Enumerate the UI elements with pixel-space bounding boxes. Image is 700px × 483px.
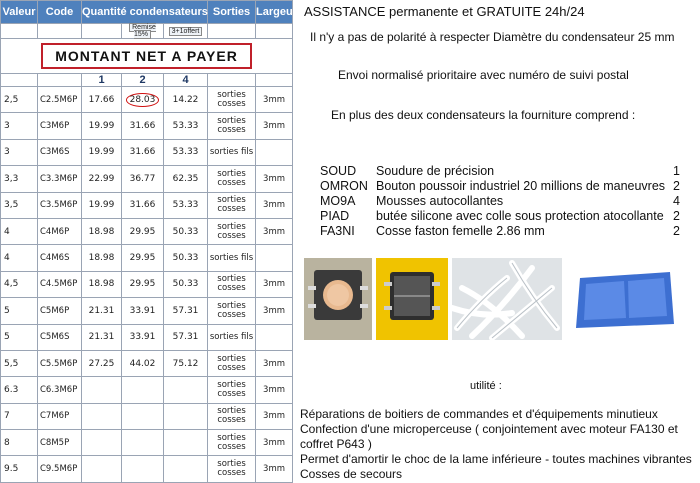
item-code: PIAD	[320, 209, 350, 223]
table-row	[1, 324, 293, 350]
price-2-cell	[122, 377, 164, 403]
valeur-cell-text: 4	[4, 253, 10, 264]
code-cell-text: C5M6P	[40, 305, 70, 316]
largeur-cell	[256, 350, 293, 376]
price-4-cell-text: 75.12	[172, 358, 199, 369]
sorties-cell	[208, 456, 256, 482]
largeur-cell	[256, 377, 293, 403]
table-header-row	[1, 1, 293, 24]
valeur-cell	[1, 324, 38, 350]
largeur-cell	[256, 87, 293, 113]
code-cell	[38, 192, 82, 218]
utilite-list	[300, 407, 700, 482]
item-qty: 2	[673, 179, 680, 193]
sorties-cell	[208, 298, 256, 324]
price-2-cell-text: 29.95	[129, 253, 156, 264]
montant-banner: MONTANT NET A PAYER	[41, 43, 252, 69]
table-row	[1, 350, 293, 376]
table-row	[1, 456, 293, 482]
table-subheader-row	[1, 24, 293, 39]
sorties-cell	[208, 403, 256, 429]
utilite-line: Permet d'amortir le choc de la lame inférieure - toutes machines vibrantes	[300, 452, 692, 466]
sorties-cell-text: sorties cosses	[217, 353, 246, 373]
code-cell	[38, 245, 82, 271]
valeur-cell-text: 9.5	[4, 464, 19, 475]
price-2-cell	[122, 350, 164, 376]
fourniture-heading: En plus des deux condensateurs la fourniture comprend :	[331, 108, 636, 122]
price-grid	[0, 0, 297, 483]
table-row	[1, 377, 293, 403]
valeur-cell-text: 4,5	[4, 279, 19, 290]
valeur-cell	[1, 166, 38, 192]
price-2-cell-text: 31.66	[129, 147, 156, 158]
price-4-cell	[164, 87, 208, 113]
price-1-cell	[82, 245, 122, 271]
sorties-cell-text: sorties cosses	[217, 379, 246, 399]
code-cell	[38, 139, 82, 165]
sorties-cell-text: sorties cosses	[217, 195, 246, 215]
fourniture-item	[320, 164, 690, 179]
table-row	[1, 218, 293, 244]
code-cell-text: C8M5P	[40, 437, 70, 448]
valeur-cell	[1, 113, 38, 139]
price-4-cell-text: 50.33	[172, 279, 199, 290]
largeur-cell	[256, 298, 293, 324]
offert-label: 3+1offert	[164, 24, 208, 39]
sorties-cell-text: sorties cosses	[217, 89, 246, 109]
price-4-cell	[164, 218, 208, 244]
item-desc: Mousses autocollantes	[376, 194, 504, 208]
price-2-cell	[122, 218, 164, 244]
valeur-cell-text: 3	[4, 121, 10, 132]
price-1-cell	[82, 456, 122, 482]
code-cell	[38, 377, 82, 403]
price-1-cell	[82, 403, 122, 429]
code-cell-text: C3M6S	[40, 147, 70, 158]
largeur-cell	[256, 139, 293, 165]
utilite-heading: utilité :	[470, 380, 502, 392]
valeur-cell	[1, 139, 38, 165]
fourniture-item	[320, 209, 690, 224]
sorties-cell-text: sorties fils	[209, 331, 254, 342]
price-1-cell	[82, 87, 122, 113]
price-1-cell	[82, 113, 122, 139]
item-qty: 4	[673, 194, 680, 208]
price-4-cell	[164, 350, 208, 376]
sorties-cell	[208, 271, 256, 297]
table-row	[1, 271, 293, 297]
quantity-4: 4	[164, 74, 208, 87]
price-1-cell-text: 18.98	[88, 253, 115, 264]
item-code: SOUD	[320, 164, 357, 178]
price-4-cell-text: 57.31	[172, 332, 199, 343]
header-valeur: Valeur	[1, 1, 38, 24]
sorties-cell-text: sorties fils	[209, 146, 254, 157]
price-2-cell	[122, 245, 164, 271]
price-4-cell	[164, 271, 208, 297]
code-cell-text: C3.3M6P	[40, 173, 78, 184]
price-4-cell-text: 14.22	[172, 94, 199, 105]
price-2-cell-text: 33.91	[129, 305, 156, 316]
price-4-cell-text: 53.33	[172, 200, 199, 211]
valeur-cell	[1, 430, 38, 456]
code-cell	[38, 350, 82, 376]
price-2-cell	[122, 192, 164, 218]
price-4-cell	[164, 192, 208, 218]
table-row	[1, 139, 293, 165]
valeur-cell-text: 3,3	[4, 173, 19, 184]
sorties-cell-text: sorties cosses	[217, 406, 246, 426]
sorties-cell	[208, 113, 256, 139]
price-1-cell	[82, 166, 122, 192]
largeur-cell-text: 3mm	[263, 411, 286, 422]
table-row	[1, 192, 293, 218]
sorties-cell-text: sorties cosses	[217, 168, 246, 188]
item-desc: butée silicone avec colle sous protection atocollante	[376, 209, 664, 223]
remise-label: Remise 15%	[122, 24, 164, 39]
table-row	[1, 245, 293, 271]
table-row	[1, 87, 293, 113]
largeur-cell-text: 3mm	[263, 358, 286, 369]
valeur-cell	[1, 245, 38, 271]
item-code: FA3NI	[320, 224, 355, 238]
envoi-text: Envoi normalisé prioritaire avec numéro de suivi postal	[338, 68, 629, 82]
price-4-cell-text: 50.33	[172, 226, 199, 237]
valeur-cell	[1, 87, 38, 113]
price-2-cell-text: 31.66	[129, 121, 156, 132]
largeur-cell	[256, 218, 293, 244]
largeur-cell-text: 3mm	[263, 384, 286, 395]
price-4-cell-text: 57.31	[172, 305, 199, 316]
valeur-cell-text: 3,5	[4, 200, 19, 211]
sorties-cell-text: sorties cosses	[217, 300, 246, 320]
sorties-cell-text: sorties cosses	[217, 116, 246, 136]
sorties-cell	[208, 87, 256, 113]
price-1-cell-text: 19.99	[88, 121, 115, 132]
code-cell	[38, 271, 82, 297]
price-4-cell	[164, 166, 208, 192]
sorties-cell-text: sorties fils	[209, 252, 254, 263]
item-code: MO9A	[320, 194, 356, 208]
item-qty: 2	[673, 224, 680, 238]
sorties-cell	[208, 166, 256, 192]
sorties-cell	[208, 377, 256, 403]
price-1-cell	[82, 218, 122, 244]
code-cell	[38, 87, 82, 113]
largeur-cell	[256, 271, 293, 297]
largeur-cell-text: 3mm	[263, 279, 286, 290]
price-4-cell	[164, 377, 208, 403]
valeur-cell-text: 4	[4, 226, 10, 237]
price-1-cell	[82, 271, 122, 297]
price-1-cell	[82, 192, 122, 218]
price-1-cell	[82, 377, 122, 403]
banner-row	[1, 39, 293, 74]
table-row	[1, 298, 293, 324]
largeur-cell	[256, 245, 293, 271]
code-cell	[38, 113, 82, 139]
price-2-cell	[122, 430, 164, 456]
valeur-cell-text: 2,5	[4, 94, 19, 105]
quantity-1: 1	[82, 74, 122, 87]
fourniture-item	[320, 179, 690, 194]
valeur-cell-text: 5	[4, 305, 10, 316]
utilite-line: Confection d'une microperceuse ( conjointement avec moteur FA130 et coffret P643 )	[300, 422, 678, 451]
largeur-cell-text: 3mm	[263, 226, 286, 237]
largeur-cell	[256, 430, 293, 456]
price-2-cell	[122, 166, 164, 192]
valeur-cell-text: 5,5	[4, 358, 19, 369]
price-2-cell	[122, 87, 164, 113]
price-1-cell	[82, 139, 122, 165]
price-4-cell	[164, 245, 208, 271]
valeur-cell	[1, 271, 38, 297]
sorties-cell-text: sorties cosses	[217, 221, 246, 241]
push-button-underside-photo	[376, 258, 448, 340]
header-quantite: Quantité condensateurs	[82, 1, 208, 24]
largeur-cell-text: 3mm	[263, 305, 286, 316]
price-1-cell-text: 21.31	[88, 305, 115, 316]
price-2-cell-text: 28.03	[126, 93, 160, 107]
price-4-cell	[164, 324, 208, 350]
table-row	[1, 403, 293, 429]
sorties-cell	[208, 192, 256, 218]
price-4-cell	[164, 430, 208, 456]
price-2-cell	[122, 403, 164, 429]
price-2-cell	[122, 324, 164, 350]
table-row	[1, 430, 293, 456]
code-cell-text: C6.3M6P	[40, 384, 78, 395]
quantity-row	[1, 74, 293, 87]
price-4-cell	[164, 456, 208, 482]
code-cell-text: C5.5M6P	[40, 358, 78, 369]
price-4-cell-text: 53.33	[172, 121, 199, 132]
sorties-cell-text: sorties cosses	[217, 459, 246, 479]
sorties-cell	[208, 218, 256, 244]
valeur-cell-text: 5	[4, 332, 10, 343]
code-cell	[38, 298, 82, 324]
code-cell-text: C4M6S	[40, 253, 70, 264]
price-4-cell	[164, 403, 208, 429]
sorties-cell	[208, 245, 256, 271]
item-qty: 1	[673, 164, 680, 178]
price-1-cell-text: 19.99	[88, 147, 115, 158]
code-cell	[38, 403, 82, 429]
price-1-cell-text: 17.66	[88, 94, 115, 105]
price-2-cell-text: 44.02	[129, 358, 156, 369]
price-1-cell	[82, 298, 122, 324]
price-1-cell-text: 18.98	[88, 279, 115, 290]
code-cell-text: C4M6P	[40, 226, 70, 237]
sorties-cell	[208, 430, 256, 456]
price-4-cell	[164, 298, 208, 324]
sorties-cell-text: sorties cosses	[217, 274, 246, 294]
fourniture-item	[320, 224, 690, 239]
price-4-cell	[164, 113, 208, 139]
sorties-cell	[208, 139, 256, 165]
largeur-cell	[256, 324, 293, 350]
largeur-cell	[256, 403, 293, 429]
header-sorties: Sorties	[208, 1, 256, 24]
price-4-cell-text: 62.35	[172, 173, 199, 184]
header-largeur: Largeur	[256, 1, 293, 24]
valeur-cell	[1, 298, 38, 324]
price-2-cell-text: 31.66	[129, 200, 156, 211]
largeur-cell	[256, 456, 293, 482]
price-2-cell-text: 29.95	[129, 279, 156, 290]
code-cell-text: C4.5M6P	[40, 279, 78, 290]
silicone-foam-strips-photo	[452, 258, 562, 340]
sorties-cell	[208, 350, 256, 376]
polarite-text: Il n'y a pas de polarité à respecter Diamètre du condensateur 25 mm	[310, 30, 675, 44]
valeur-cell	[1, 456, 38, 482]
price-2-cell-text: 33.91	[129, 332, 156, 343]
price-table	[0, 0, 297, 483]
code-cell-text: C3.5M6P	[40, 200, 78, 211]
code-cell-text: C5M6S	[40, 332, 70, 343]
valeur-cell	[1, 377, 38, 403]
item-desc: Bouton poussoir industriel 20 millions de maneuvres	[376, 179, 666, 193]
code-cell-text: C2.5M6P	[40, 94, 78, 105]
valeur-cell	[1, 350, 38, 376]
valeur-cell-text: 3	[4, 147, 10, 158]
largeur-cell-text: 3mm	[263, 121, 286, 132]
item-desc: Cosse faston femelle 2.86 mm	[376, 224, 545, 238]
price-2-cell	[122, 298, 164, 324]
code-cell-text: C9.5M6P	[40, 464, 78, 475]
sorties-cell	[208, 324, 256, 350]
price-2-cell	[122, 271, 164, 297]
price-1-cell	[82, 430, 122, 456]
largeur-cell	[256, 166, 293, 192]
valeur-cell	[1, 403, 38, 429]
valeur-cell-text: 8	[4, 437, 10, 448]
quantity-2: 2	[122, 74, 164, 87]
table-row	[1, 113, 293, 139]
code-cell-text: C7M6P	[40, 411, 70, 422]
price-2-cell	[122, 456, 164, 482]
largeur-cell-text: 3mm	[263, 437, 286, 448]
utilite-line: Réparations de boitiers de commandes et d'équipements minutieux	[300, 407, 658, 421]
price-4-cell-text: 50.33	[172, 253, 199, 264]
fourniture-item	[320, 194, 690, 209]
code-cell	[38, 430, 82, 456]
largeur-cell	[256, 192, 293, 218]
largeur-cell-text: 3mm	[263, 173, 286, 184]
fourniture-list	[320, 164, 690, 239]
push-button-top-photo	[304, 258, 372, 340]
code-cell	[38, 218, 82, 244]
price-2-cell	[122, 139, 164, 165]
code-cell	[38, 456, 82, 482]
valeur-cell-text: 7	[4, 411, 10, 422]
largeur-cell-text: 3mm	[263, 94, 286, 105]
blue-silicone-bumper-photo	[566, 258, 684, 340]
largeur-cell	[256, 113, 293, 139]
header-code: Code	[38, 1, 82, 24]
price-1-cell-text: 21.31	[88, 332, 115, 343]
code-cell	[38, 166, 82, 192]
valeur-cell	[1, 192, 38, 218]
item-desc: Soudure de précision	[376, 164, 495, 178]
table-row	[1, 166, 293, 192]
sorties-cell-text: sorties cosses	[217, 432, 246, 452]
price-1-cell-text: 22.99	[88, 173, 115, 184]
item-code: OMRON	[320, 179, 368, 193]
price-2-cell-text: 29.95	[129, 226, 156, 237]
largeur-cell-text: 3mm	[263, 200, 286, 211]
valeur-cell	[1, 218, 38, 244]
price-1-cell-text: 19.99	[88, 200, 115, 211]
utilite-line: Cosses de secours	[300, 467, 403, 481]
price-2-cell-text: 36.77	[129, 173, 156, 184]
item-qty: 2	[673, 209, 680, 223]
assistance-heading: ASSISTANCE permanente et GRATUITE 24h/24	[304, 4, 585, 19]
valeur-cell-text: 6.3	[4, 384, 19, 395]
price-2-cell	[122, 113, 164, 139]
price-1-cell-text: 18.98	[88, 226, 115, 237]
largeur-cell-text: 3mm	[263, 464, 286, 475]
price-4-cell-text: 53.33	[172, 147, 199, 158]
price-1-cell	[82, 324, 122, 350]
code-cell-text: C3M6P	[40, 121, 70, 132]
price-4-cell	[164, 139, 208, 165]
code-cell	[38, 324, 82, 350]
price-1-cell	[82, 350, 122, 376]
price-1-cell-text: 27.25	[88, 358, 115, 369]
